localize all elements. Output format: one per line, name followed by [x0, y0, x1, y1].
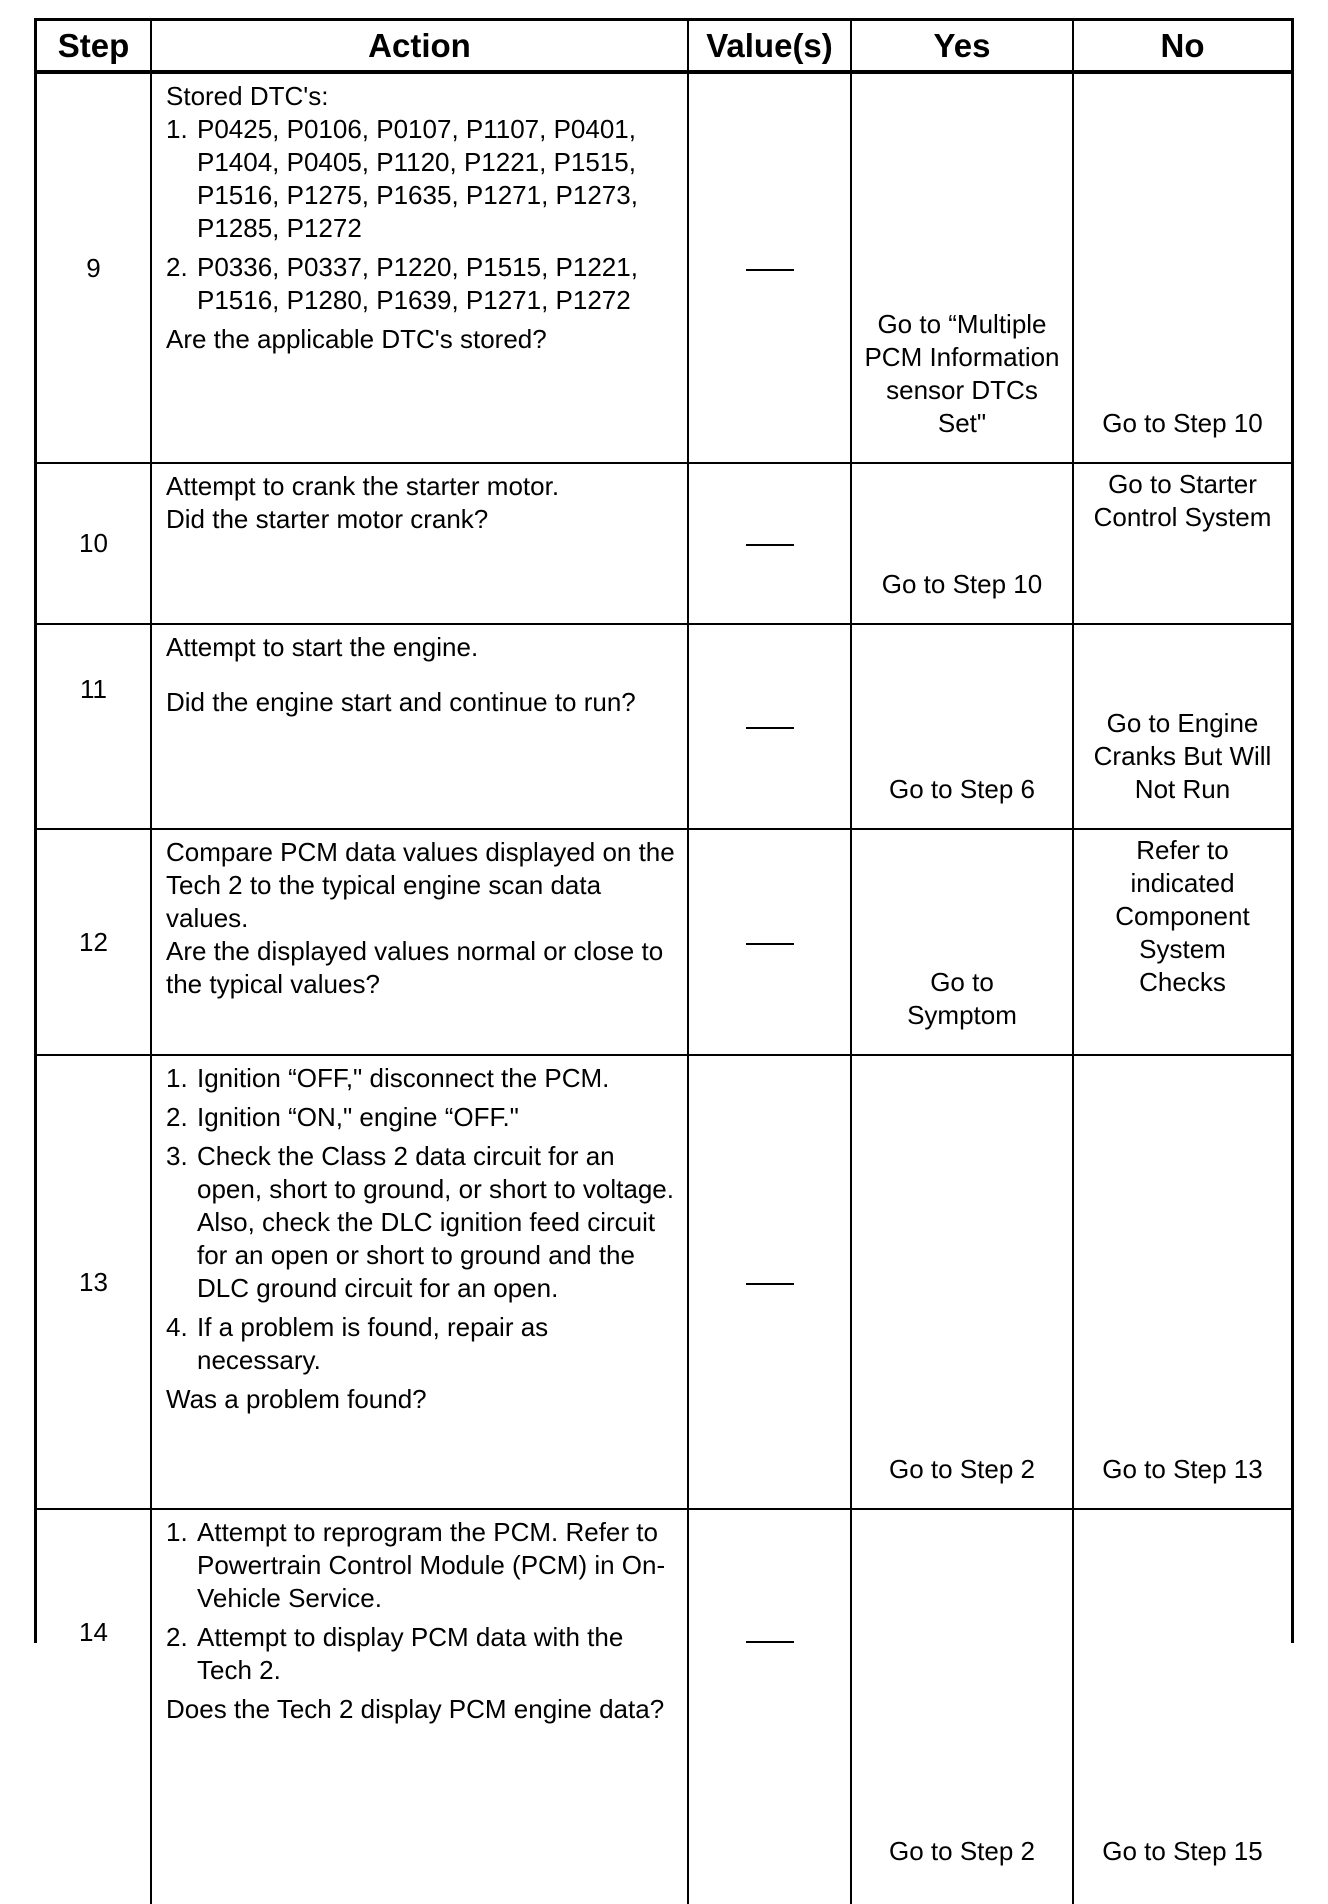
table-row-step-10: [37, 463, 1291, 624]
action-item: 1. P0425, P0106, P0107, P1107, P0401, P1404, P0405, P1120, P1221, P1515, P1516, P1275, P1635, P1271, P1273, P1285, P1272: [166, 114, 638, 243]
value-dash: [746, 1283, 794, 1285]
action-item: 4. If a problem is found, repair as necessary.: [166, 1312, 549, 1375]
diagnostic-table: [37, 21, 1291, 1904]
no-cell: Go to Engine Cranks But Will Not Run: [1073, 624, 1291, 829]
value-cell: [688, 1055, 851, 1509]
header-action: Action: [151, 21, 688, 72]
step-number: 14: [37, 1509, 151, 1904]
action-item: 1. Attempt to reprogram the PCM. Refer to Powertrain Control Module (PCM) in On-Vehicle Service.: [166, 1517, 666, 1613]
table-row-step-9: [37, 72, 1291, 463]
step-number: 12: [37, 829, 151, 1055]
action-item: 3. Check the Class 2 data circuit for an open, short to ground, or short to voltage. Also, check the DLC ignition feed circuit for an open or short to ground and the DLC ground circuit for an open.: [166, 1141, 674, 1303]
no-cell: Go to Starter Control System: [1073, 463, 1291, 624]
value-cell: [688, 463, 851, 624]
table-row-step-14: [37, 1509, 1291, 1904]
step-number: 10: [37, 463, 151, 624]
no-cell: Refer to indicated Component System Checks: [1073, 829, 1291, 1055]
no-cell: Go to Step 10: [1073, 72, 1291, 463]
action-cell: [151, 72, 688, 463]
action-cell: [151, 829, 688, 1055]
action-line: Attempt to crank the starter motor.: [166, 471, 560, 501]
action-intro: Stored DTC's:: [166, 81, 329, 111]
action-cell: [151, 1509, 688, 1904]
value-cell: [688, 829, 851, 1055]
value-cell: [688, 72, 851, 463]
value-dash: [746, 1641, 794, 1643]
diagnostic-table-sheet: [34, 18, 1294, 1866]
no-cell: Go to Step 15: [1073, 1509, 1291, 1904]
action-item: 2. P0336, P0337, P1220, P1515, P1221, P1516, P1280, P1639, P1271, P1272: [166, 252, 638, 315]
action-line: Compare PCM data values displayed on the Tech 2 to the typical engine scan data values.: [166, 837, 675, 933]
value-cell: [688, 624, 851, 829]
action-item: 2. Ignition “ON," engine “OFF.": [166, 1102, 519, 1132]
no-cell: Go to Step 13: [1073, 1055, 1291, 1509]
header-values: Value(s): [688, 21, 851, 72]
value-cell: [688, 1509, 851, 1904]
header-step: Step: [37, 21, 151, 72]
yes-cell: Go to Step 10: [851, 463, 1073, 624]
table-row-step-11: [37, 624, 1291, 829]
action-question: Was a problem found?: [166, 1384, 427, 1414]
action-cell: [151, 624, 688, 829]
step-number: 9: [37, 72, 151, 463]
yes-cell: Go to Symptom: [851, 829, 1073, 1055]
value-dash: [746, 544, 794, 546]
yes-cell: Go to Step 6: [851, 624, 1073, 829]
yes-cell: Go to “Multiple PCM Information sensor DTCs Set": [851, 72, 1073, 463]
action-item: 2. Attempt to display PCM data with the Tech 2.: [166, 1622, 624, 1685]
step-number: 13: [37, 1055, 151, 1509]
action-line: Attempt to start the engine.: [166, 632, 479, 662]
value-dash: [746, 727, 794, 729]
action-question: Did the engine start and continue to run?: [166, 687, 636, 717]
table-row-step-12: [37, 829, 1291, 1055]
action-item: 1. Ignition “OFF," disconnect the PCM.: [166, 1063, 610, 1093]
header-row: [37, 21, 1291, 72]
header-yes: Yes: [851, 21, 1073, 72]
header-no: No: [1073, 21, 1291, 72]
action-question: Are the displayed values normal or close to the typical values?: [166, 936, 664, 999]
action-question: Did the starter motor crank?: [166, 504, 489, 534]
value-dash: [746, 943, 794, 945]
step-number: 11: [37, 624, 151, 829]
action-cell: [151, 1055, 688, 1509]
table-row-step-13: [37, 1055, 1291, 1509]
action-question: Does the Tech 2 display PCM engine data?: [166, 1694, 665, 1724]
action-question: Are the applicable DTC's stored?: [166, 324, 547, 354]
yes-cell: Go to Step 2: [851, 1509, 1073, 1904]
value-dash: [746, 269, 794, 271]
yes-cell: Go to Step 2: [851, 1055, 1073, 1509]
action-cell: [151, 463, 688, 624]
